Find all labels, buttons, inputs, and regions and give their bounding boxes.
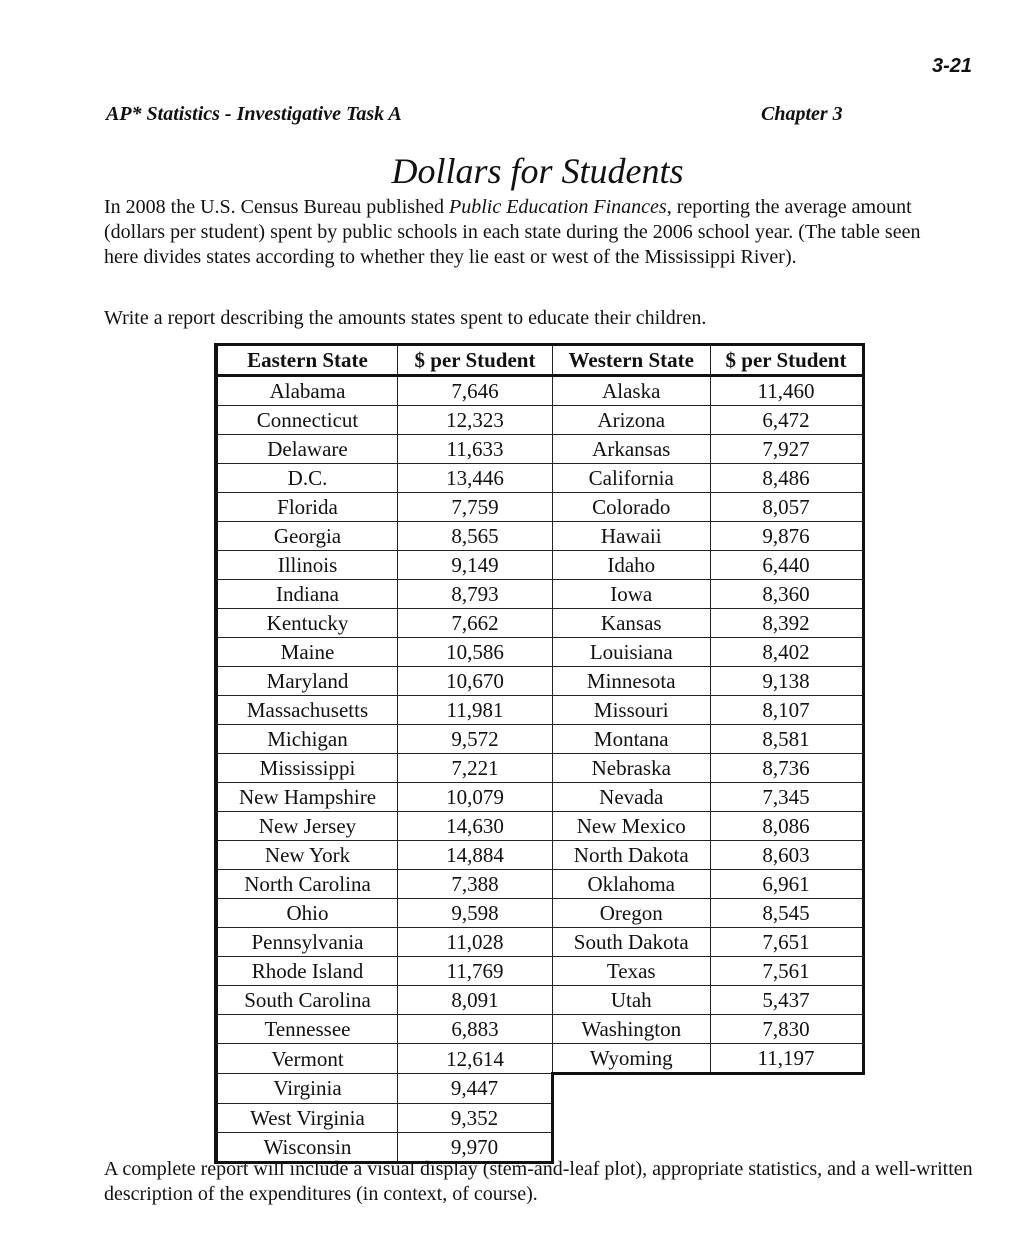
eastern-dollars-cell: 7,221 [398,754,553,783]
eastern-state-cell: Pennsylvania [216,928,398,957]
western-dollars-cell: 7,651 [710,928,863,957]
western-dollars-cell: 8,107 [710,696,863,725]
eastern-state-cell: New Jersey [216,812,398,841]
eastern-state-cell: New Hampshire [216,783,398,812]
eastern-dollars-cell: 12,614 [398,1044,553,1074]
western-state-cell: Oklahoma [553,870,711,899]
western-dollars-cell: 8,736 [710,754,863,783]
eastern-dollars-cell: 7,388 [398,870,553,899]
eastern-dollars-cell: 11,981 [398,696,553,725]
western-dollars-cell: 8,360 [710,580,863,609]
eastern-dollars-cell: 14,884 [398,841,553,870]
western-dollars-cell: 8,486 [710,464,863,493]
eastern-dollars-cell: 13,446 [398,464,553,493]
western-state-cell: Iowa [553,580,711,609]
eastern-state-cell: D.C. [216,464,398,493]
table-row [216,841,863,870]
eastern-state-cell: Illinois [216,551,398,580]
western-state-cell: California [553,464,711,493]
eastern-state-cell: Maryland [216,667,398,696]
table-row [216,812,863,841]
table-row [216,1074,863,1104]
western-state-cell: Alaska [553,376,711,406]
chapter-header: Chapter 3 [761,103,843,125]
table-row [216,783,863,812]
header-western-dollars: $ per Student [710,345,863,376]
eastern-state-cell: Michigan [216,725,398,754]
eastern-dollars-cell: 11,633 [398,435,553,464]
western-dollars-cell: 7,345 [710,783,863,812]
western-state-cell: Nebraska [553,754,711,783]
western-dollars-cell: 8,581 [710,725,863,754]
eastern-state-cell: West Virginia [216,1103,398,1132]
eastern-dollars-cell: 10,079 [398,783,553,812]
eastern-dollars-cell: 9,149 [398,551,553,580]
table-row [216,957,863,986]
table-row [216,551,863,580]
eastern-dollars-cell: 9,572 [398,725,553,754]
table-row [216,464,863,493]
western-dollars-cell [710,1103,863,1132]
table-row [216,638,863,667]
table-row [216,1044,863,1074]
page-number: 3-21 [931,55,972,77]
eastern-state-cell: New York [216,841,398,870]
western-state-cell: New Mexico [553,812,711,841]
eastern-state-cell: Ohio [216,899,398,928]
western-dollars-cell: 8,057 [710,493,863,522]
western-state-cell: Washington [553,1015,711,1044]
western-dollars-cell: 8,545 [710,899,863,928]
eastern-dollars-cell: 8,793 [398,580,553,609]
eastern-dollars-cell: 11,769 [398,957,553,986]
western-state-cell: South Dakota [553,928,711,957]
eastern-state-cell: Virginia [216,1074,398,1104]
table-row [216,522,863,551]
western-state-cell: Arkansas [553,435,711,464]
western-state-cell: Utah [553,986,711,1015]
western-state-cell: Idaho [553,551,711,580]
eastern-state-cell: Connecticut [216,406,398,435]
table-row [216,870,863,899]
western-state-cell: Texas [553,957,711,986]
intro-text-before: In 2008 the U.S. Census Bureau published [104,196,449,218]
eastern-dollars-cell: 11,028 [398,928,553,957]
eastern-state-cell: Maine [216,638,398,667]
eastern-state-cell: Indiana [216,580,398,609]
western-dollars-cell: 6,440 [710,551,863,580]
eastern-dollars-cell: 12,323 [398,406,553,435]
table-row [216,754,863,783]
western-state-cell [553,1074,711,1104]
eastern-state-cell: Wisconsin [216,1132,398,1162]
eastern-dollars-cell: 9,352 [398,1103,553,1132]
western-dollars-cell: 8,086 [710,812,863,841]
western-dollars-cell: 7,927 [710,435,863,464]
eastern-dollars-cell: 7,759 [398,493,553,522]
western-state-cell: Nevada [553,783,711,812]
western-state-cell: Arizona [553,406,711,435]
intro-paragraph [104,195,954,270]
page-title: Dollars for Students [391,151,684,191]
course-header: AP* Statistics - Investigative Task A [106,103,402,125]
western-dollars-cell: 11,197 [710,1044,863,1074]
western-dollars-cell: 8,402 [710,638,863,667]
table-row [216,406,863,435]
table-row [216,1103,863,1132]
header-western-state: Western State [553,345,711,376]
eastern-dollars-cell: 10,586 [398,638,553,667]
western-dollars-cell: 8,392 [710,609,863,638]
western-dollars-cell: 9,876 [710,522,863,551]
spending-table [214,343,865,1164]
table-row [216,725,863,754]
western-dollars-cell: 5,437 [710,986,863,1015]
western-dollars-cell: 6,961 [710,870,863,899]
eastern-dollars-cell: 9,970 [398,1132,553,1162]
western-dollars-cell: 11,460 [710,376,863,406]
eastern-dollars-cell: 8,091 [398,986,553,1015]
table-row [216,667,863,696]
western-state-cell: Oregon [553,899,711,928]
table-row [216,696,863,725]
western-dollars-cell: 7,561 [710,957,863,986]
western-dollars-cell: 8,603 [710,841,863,870]
table-row [216,376,863,406]
eastern-dollars-cell: 9,447 [398,1074,553,1104]
western-state-cell [553,1103,711,1132]
western-state-cell: Hawaii [553,522,711,551]
eastern-state-cell: Delaware [216,435,398,464]
western-state-cell: Montana [553,725,711,754]
closing-paragraph: A complete report will include a visual display (stem-and-leaf plot), appropriate statistics, and a well-written description of the expenditures (in context, of course). [104,1158,973,1205]
western-dollars-cell: 6,472 [710,406,863,435]
table-row [216,493,863,522]
western-dollars-cell [710,1074,863,1104]
eastern-state-cell: North Carolina [216,870,398,899]
eastern-state-cell: Vermont [216,1044,398,1074]
eastern-state-cell: Massachusetts [216,696,398,725]
publication-title: Public Education Finances [448,196,667,218]
table-row [216,928,863,957]
eastern-state-cell: South Carolina [216,986,398,1015]
task-prompt: Write a report describing the amounts states spent to educate their children. [104,307,707,329]
eastern-state-cell: Tennessee [216,1015,398,1044]
western-dollars-cell: 7,830 [710,1015,863,1044]
eastern-state-cell: Kentucky [216,609,398,638]
eastern-dollars-cell: 10,670 [398,667,553,696]
western-state-cell: Missouri [553,696,711,725]
table-row [216,609,863,638]
header-eastern-dollars: $ per Student [398,345,553,376]
eastern-dollars-cell: 7,662 [398,609,553,638]
eastern-state-cell: Florida [216,493,398,522]
table-row [216,899,863,928]
table-row [216,435,863,464]
western-state-cell: Kansas [553,609,711,638]
intro-text-after: , reporting the average amount (dollars per student) spent by public schools in each state during the 2006 school year. (The table seen here divides states according to whether they lie east or west of the Mississippi River). [104,196,921,268]
eastern-dollars-cell: 7,646 [398,376,553,406]
table-row [216,986,863,1015]
eastern-state-cell: Georgia [216,522,398,551]
western-state-cell: Louisiana [553,638,711,667]
western-state-cell: Minnesota [553,667,711,696]
western-state-cell: North Dakota [553,841,711,870]
western-state-cell: Wyoming [553,1044,711,1074]
table-header-row [216,345,863,376]
eastern-state-cell: Rhode Island [216,957,398,986]
western-dollars-cell: 9,138 [710,667,863,696]
eastern-state-cell: Alabama [216,376,398,406]
eastern-dollars-cell: 14,630 [398,812,553,841]
header-eastern-state: Eastern State [216,345,398,376]
eastern-dollars-cell: 6,883 [398,1015,553,1044]
western-state-cell: Colorado [553,493,711,522]
eastern-state-cell: Mississippi [216,754,398,783]
table-row [216,1015,863,1044]
eastern-dollars-cell: 8,565 [398,522,553,551]
table-row [216,580,863,609]
eastern-dollars-cell: 9,598 [398,899,553,928]
